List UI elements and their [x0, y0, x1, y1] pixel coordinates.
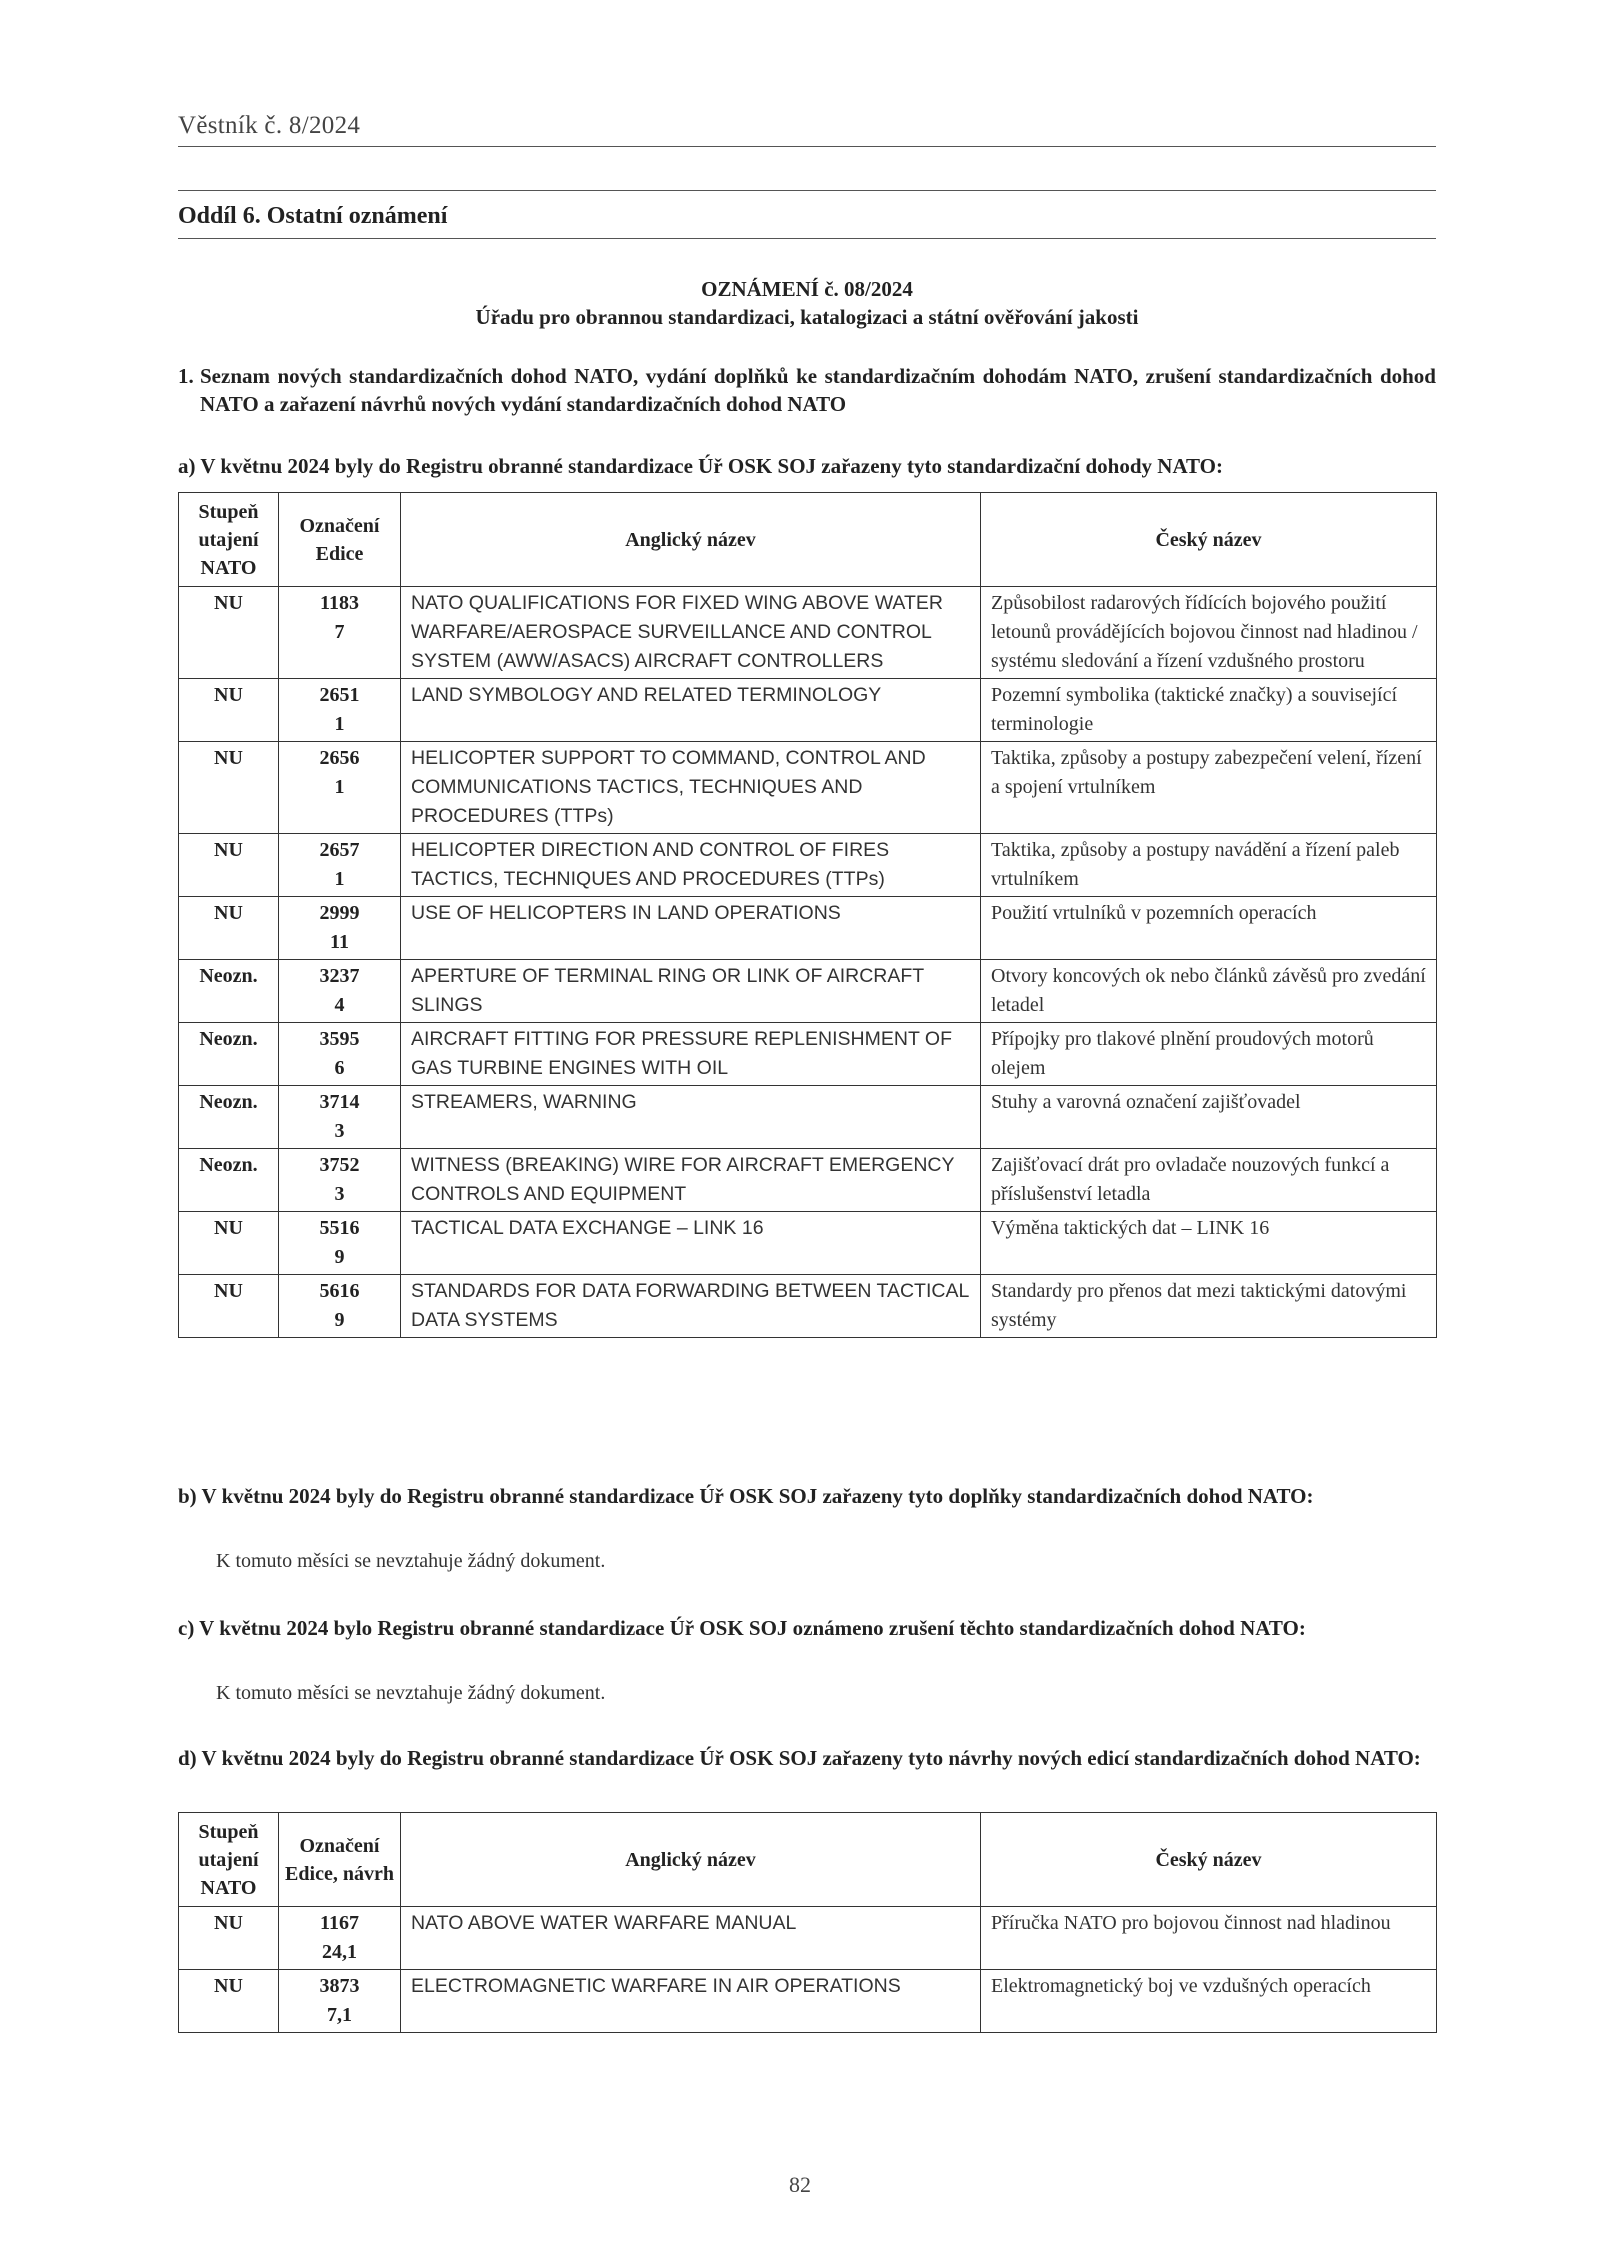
table-row — [179, 960, 1437, 1023]
header-czech-name: Český název — [981, 1813, 1437, 1907]
designation-cell — [279, 742, 401, 834]
stanag-number: 3595 — [319, 1028, 360, 1050]
czech-name-cell-text: Otvory koncových ok nebo článků závěsů pro zvedání letadel — [991, 965, 1426, 1016]
classification-cell — [179, 1907, 279, 1970]
header-designation: Označení Edice, návrh — [279, 1813, 401, 1907]
designation-cell — [279, 834, 401, 897]
designation-cell — [279, 1149, 401, 1212]
english-name-cell — [401, 834, 981, 897]
classification-cell — [179, 1023, 279, 1086]
designation-cell — [279, 1086, 401, 1149]
english-name-cell-text: STREAMERS, WARNING — [411, 1091, 637, 1113]
edition-number: 1 — [334, 776, 345, 798]
edition-number: 6 — [334, 1057, 345, 1079]
classification-cell-text: NU — [214, 1217, 243, 1239]
section-d-title — [178, 1744, 1436, 1772]
classification-cell-text: Neozn. — [199, 1028, 258, 1050]
classification-cell — [179, 587, 279, 679]
english-name-cell-text: LAND SYMBOLOGY AND RELATED TERMINOLOGY — [411, 684, 882, 706]
english-name-cell-text: USE OF HELICOPTERS IN LAND OPERATIONS — [411, 902, 841, 924]
czech-name-cell — [981, 742, 1437, 834]
table-row — [179, 587, 1437, 679]
stanag-number: 3752 — [319, 1154, 360, 1176]
classification-cell — [179, 897, 279, 960]
stanag-number: 2651 — [319, 684, 360, 706]
stanag-number: 5516 — [319, 1217, 360, 1239]
table-row — [179, 1970, 1437, 2033]
czech-name-cell — [981, 1149, 1437, 1212]
table-row — [179, 679, 1437, 742]
table-row — [179, 1023, 1437, 1086]
czech-name-cell-text: Taktika, způsoby a postupy zabezpečení velení, řízení a spojení vrtulníkem — [991, 747, 1422, 798]
section-title: Oddíl 6. Ostatní oznámení — [178, 203, 448, 229]
stanag-number: 5616 — [319, 1280, 360, 1302]
english-name-cell-text: WITNESS (BREAKING) WIRE FOR AIRCRAFT EMERGENCY CONTROLS AND EQUIPMENT — [411, 1154, 955, 1205]
running-header: Věstník č. 8/2024 — [178, 112, 361, 139]
english-name-cell — [401, 742, 981, 834]
announcement-heading — [178, 275, 1436, 331]
classification-cell-text: NU — [214, 684, 243, 706]
classification-cell — [179, 1212, 279, 1275]
stanag-number: 3237 — [319, 965, 360, 987]
announcement-subtitle: Úřadu pro obrannou standardizaci, katalogizaci a státní ověřování jakosti — [475, 305, 1139, 329]
designation-cell — [279, 1212, 401, 1275]
designation-cell — [279, 1023, 401, 1086]
section-a-title — [178, 452, 1436, 480]
edition-number: 1 — [334, 713, 345, 735]
classification-cell-text: NU — [214, 1975, 243, 1997]
english-name-cell — [401, 1149, 981, 1212]
czech-name-cell — [981, 1086, 1437, 1149]
page-number: 82 — [789, 2172, 811, 2197]
table-row — [179, 1086, 1437, 1149]
table-a — [178, 492, 1437, 1338]
section-d-title-text: d) V květnu 2024 byly do Registru obranné standardizace Úř OSK SOJ zařazeny tyto návrhy nových edicí standardizačních dohod NATO: — [178, 1746, 1421, 1770]
designation-cell — [279, 897, 401, 960]
classification-cell-text: NU — [214, 902, 243, 924]
table-row — [179, 897, 1437, 960]
section-rule-top — [178, 190, 1436, 191]
classification-cell-text: NU — [214, 592, 243, 614]
english-name-cell-text: HELICOPTER DIRECTION AND CONTROL OF FIRES TACTICS, TECHNIQUES AND PROCEDURES (TTPs) — [411, 839, 890, 890]
edition-number: 3 — [334, 1183, 345, 1205]
header-rule — [178, 146, 1436, 147]
czech-name-cell — [981, 1275, 1437, 1338]
english-name-cell — [401, 587, 981, 679]
classification-cell — [179, 1086, 279, 1149]
table-d — [178, 1812, 1437, 2033]
czech-name-cell — [981, 897, 1437, 960]
point-1-number: 1. — [178, 364, 194, 388]
czech-name-cell-text: Výměna taktických dat – LINK 16 — [991, 1217, 1270, 1239]
edition-number: 3 — [334, 1120, 345, 1142]
stanag-number: 1183 — [320, 592, 359, 614]
english-name-cell — [401, 1023, 981, 1086]
english-name-cell — [401, 1907, 981, 1970]
czech-name-cell — [981, 679, 1437, 742]
edition-number: 4 — [334, 994, 345, 1016]
designation-cell — [279, 1970, 401, 2033]
czech-name-cell — [981, 587, 1437, 679]
section-a-title-text: a) V květnu 2024 byly do Registru obranné standardizace Úř OSK SOJ zařazeny tyto standardizační dohody NATO: — [178, 454, 1224, 478]
stanag-number: 2999 — [319, 902, 360, 924]
classification-cell — [179, 1970, 279, 2033]
designation-cell — [279, 679, 401, 742]
stanag-number: 3873 — [319, 1975, 360, 1997]
czech-name-cell — [981, 1970, 1437, 2033]
classification-cell — [179, 1275, 279, 1338]
header-english-name: Anglický název — [401, 1813, 981, 1907]
edition-number: 7,1 — [327, 2004, 352, 2026]
czech-name-cell-text: Způsobilost radarových řídících bojového použití letounů provádějících bojovou činnost nad hladinou / systému sledování a řízení vzdušného prostoru — [991, 592, 1418, 672]
edition-number: 9 — [334, 1246, 345, 1268]
classification-cell — [179, 1149, 279, 1212]
table-a-header-row — [179, 493, 1437, 587]
english-name-cell-text: NATO ABOVE WATER WARFARE MANUAL — [411, 1912, 797, 1934]
classification-cell — [179, 960, 279, 1023]
table-d-header-row — [179, 1813, 1437, 1907]
classification-cell-text: NU — [214, 747, 243, 769]
english-name-cell — [401, 679, 981, 742]
czech-name-cell — [981, 1212, 1437, 1275]
edition-number: 24,1 — [322, 1941, 357, 1963]
czech-name-cell — [981, 1023, 1437, 1086]
table-row — [179, 742, 1437, 834]
czech-name-cell-text: Standardy pro přenos dat mezi taktickými datovými systémy — [991, 1280, 1407, 1331]
czech-name-cell-text: Zajišťovací drát pro ovladače nouzových funkcí a příslušenství letadla — [991, 1154, 1390, 1205]
point-1 — [178, 362, 1436, 418]
english-name-cell-text: HELICOPTER SUPPORT TO COMMAND, CONTROL AND COMMUNICATIONS TACTICS, TECHNIQUES AND PROCEDURES (TTPs) — [411, 747, 926, 827]
section-b-title-text: b) V květnu 2024 byly do Registru obranné standardizace Úř OSK SOJ zařazeny tyto doplňky standardizačních dohod NATO: — [178, 1484, 1314, 1508]
english-name-cell-text: AIRCRAFT FITTING FOR PRESSURE REPLENISHMENT OF GAS TURBINE ENGINES WITH OIL — [411, 1028, 953, 1079]
english-name-cell — [401, 1275, 981, 1338]
czech-name-cell-text: Příručka NATO pro bojovou činnost nad hladinou — [991, 1912, 1391, 1934]
english-name-cell-text: APERTURE OF TERMINAL RING OR LINK OF AIRCRAFT SLINGS — [411, 965, 924, 1016]
stanag-number: 2656 — [319, 747, 360, 769]
czech-name-cell-text: Stuhy a varovná označení zajišťovadel — [991, 1091, 1301, 1113]
table-row — [179, 834, 1437, 897]
table-row — [179, 1275, 1437, 1338]
section-b-title — [178, 1482, 1436, 1510]
designation-cell — [279, 1275, 401, 1338]
section-c-note: K tomuto měsíci se nevztahuje žádný dokument. — [216, 1682, 606, 1704]
table-row — [179, 1907, 1437, 1970]
english-name-cell — [401, 897, 981, 960]
classification-cell — [179, 742, 279, 834]
czech-name-cell-text: Použití vrtulníků v pozemních operacích — [991, 902, 1317, 924]
stanag-number: 3714 — [319, 1091, 360, 1113]
english-name-cell-text: NATO QUALIFICATIONS FOR FIXED WING ABOVE WATER WARFARE/AEROSPACE SURVEILLANCE AND CONTROL SYSTEM (AWW/ASACS) AIRCRAFT CONTROLLERS — [411, 592, 943, 672]
classification-cell-text: NU — [214, 839, 243, 861]
czech-name-cell-text: Elektromagnetický boj ve vzdušných operacích — [991, 1975, 1371, 1997]
czech-name-cell-text: Taktika, způsoby a postupy navádění a řízení paleb vrtulníkem — [991, 839, 1400, 890]
stanag-number: 1167 — [320, 1912, 359, 1934]
czech-name-cell — [981, 960, 1437, 1023]
section-c-title-text: c) V květnu 2024 bylo Registru obranné standardizace Úř OSK SOJ oznámeno zrušení těchto standardizačních dohod NATO: — [178, 1616, 1306, 1640]
point-1-text: Seznam nových standardizačních dohod NATO, vydání doplňků ke standardizačním dohodám NATO, zrušení standardizačních dohod NATO a zařazení návrhů nových vydání standardizačních dohod NATO — [200, 364, 1436, 416]
header-czech-name: Český název — [981, 493, 1437, 587]
english-name-cell-text: STANDARDS FOR DATA FORWARDING BETWEEN TACTICAL DATA SYSTEMS — [411, 1280, 969, 1331]
edition-number: 7 — [334, 621, 345, 643]
czech-name-cell — [981, 1907, 1437, 1970]
classification-cell-text: NU — [214, 1280, 243, 1302]
czech-name-cell — [981, 834, 1437, 897]
english-name-cell — [401, 1970, 981, 2033]
english-name-cell — [401, 960, 981, 1023]
classification-cell-text: Neozn. — [199, 1154, 258, 1176]
header-designation: Označení Edice — [279, 493, 401, 587]
header-classification: Stupeň utajení NATO — [179, 1813, 279, 1907]
classification-cell-text: Neozn. — [199, 1091, 258, 1113]
english-name-cell-text: TACTICAL DATA EXCHANGE – LINK 16 — [411, 1217, 764, 1239]
czech-name-cell-text: Přípojky pro tlakové plnění proudových motorů olejem — [991, 1028, 1374, 1079]
edition-number: 9 — [334, 1309, 345, 1331]
classification-cell — [179, 834, 279, 897]
table-row — [179, 1212, 1437, 1275]
english-name-cell — [401, 1212, 981, 1275]
table-row — [179, 1149, 1437, 1212]
section-b-note: K tomuto měsíci se nevztahuje žádný dokument. — [216, 1550, 606, 1572]
stanag-number: 2657 — [319, 839, 360, 861]
section-rule-bottom — [178, 238, 1436, 239]
header-english-name: Anglický název — [401, 493, 981, 587]
section-c-title — [178, 1614, 1436, 1642]
header-classification: Stupeň utajení NATO — [179, 493, 279, 587]
classification-cell — [179, 679, 279, 742]
classification-cell-text: NU — [214, 1912, 243, 1934]
english-name-cell — [401, 1086, 981, 1149]
czech-name-cell-text: Pozemní symbolika (taktické značky) a související terminologie — [991, 684, 1397, 735]
edition-number: 11 — [330, 931, 349, 953]
classification-cell-text: Neozn. — [199, 965, 258, 987]
designation-cell — [279, 587, 401, 679]
edition-number: 1 — [334, 868, 345, 890]
english-name-cell-text: ELECTROMAGNETIC WARFARE IN AIR OPERATIONS — [411, 1975, 901, 1997]
designation-cell — [279, 1907, 401, 1970]
announcement-title: OZNÁMENÍ č. 08/2024 — [701, 277, 913, 301]
designation-cell — [279, 960, 401, 1023]
